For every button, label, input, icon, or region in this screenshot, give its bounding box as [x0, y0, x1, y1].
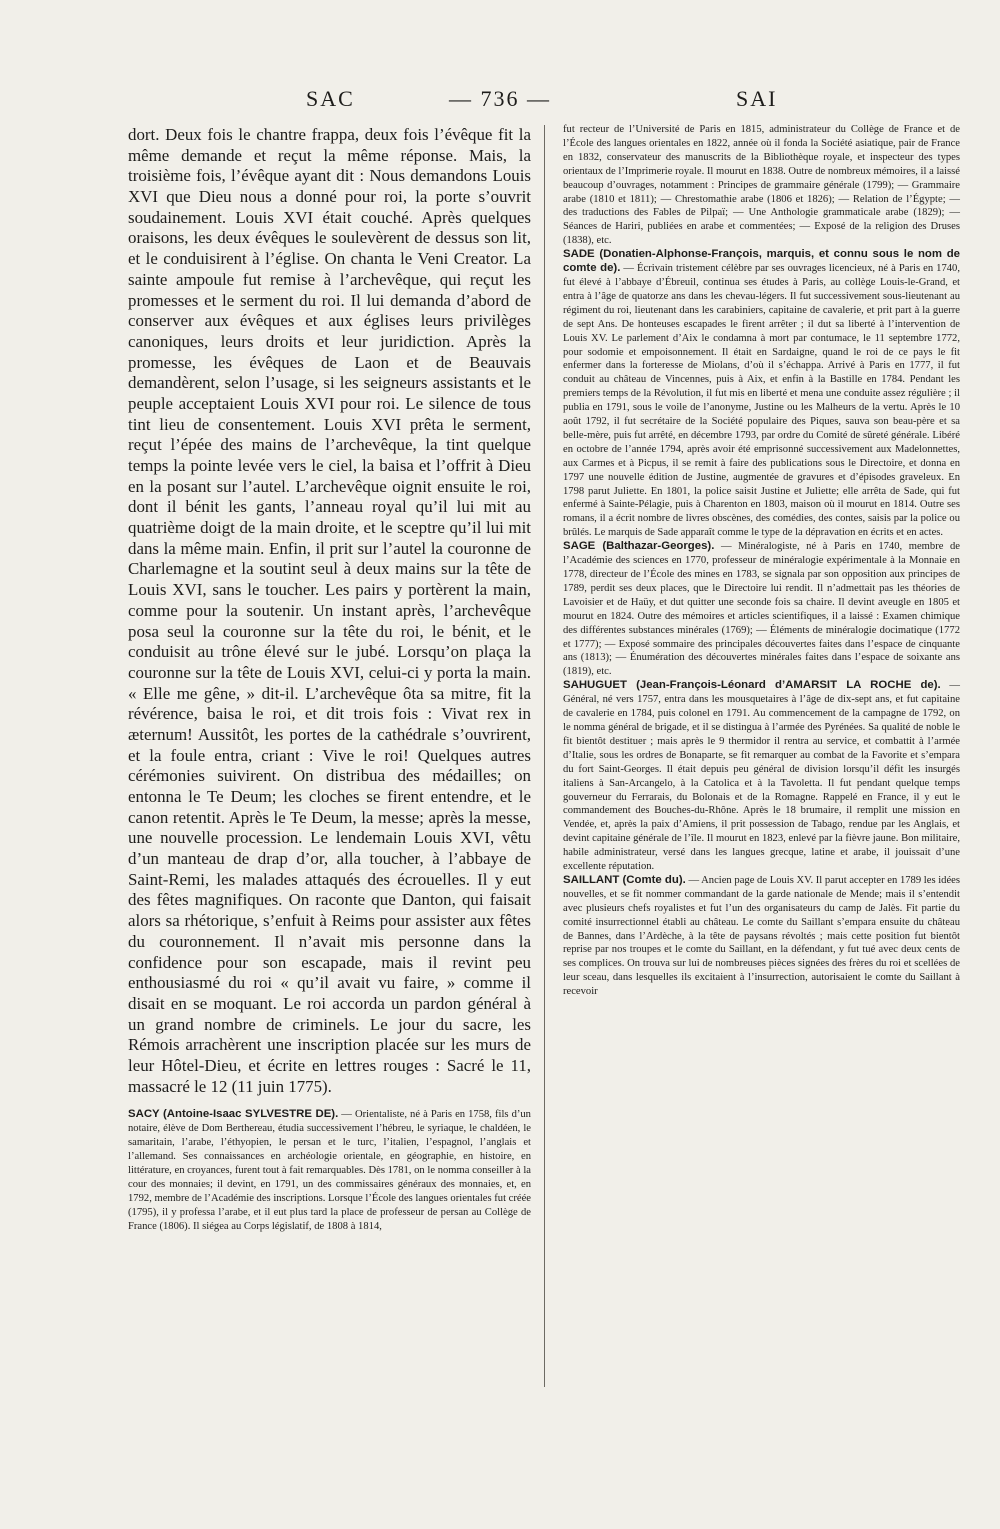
coronation-text	[128, 125, 531, 1097]
right-column	[563, 123, 960, 999]
entry-heading: SAILLANT (Comte du).	[563, 873, 686, 886]
entry-text: — Ancien page de Louis XV. Il parut accepter en 1789 les idées nouvelles, et se fit nommer commandant de la garde nationale de Mende; mais il s’entendit avec plusieurs chefs royalistes et fut l’un des organisateurs du camp de Jalès. Fit partie du comité insurrectionnel établi au château. Le comte du Saillant s’empara ensuite du château de Bannes, dans l’Ardèche, à la tête de paysans révoltés ; mais cette position fut bientôt reprise par nos troupes et le comte du Saillant, en la défendant, y fut tué avec deux cents de ses complices. On trouva sur lui de nombreuses pièces signées des frères du roi et scellées de leur sceau, dans lesquelles ils excitaient à l’insurrection, autorisaient le comte du Saillant à recevoir	[563, 874, 961, 998]
page-header	[0, 86, 1000, 116]
entry-heading: SAGE (Balthazar-Georges).	[563, 540, 715, 553]
header-right-guide-word: SAI	[736, 86, 778, 111]
main-paragraph: dort. Deux fois le chantre frappa, deux fois l’évêque fit la même demande et reçut la même réponse. Mais, la troisième fois, l’évêque ayant dit : Nous demandons Louis XVI que Dieu nous a donné pour roi, la porte s’ouvrit soudainement. Louis XVI était couché. Après quelques oraisons, les deux évêques le soulevèrent de dessus son lit, et le conduisirent à l’église. On chanta le Veni Creator. La sainte ampoule fut remise à l’archevêque, qui reçut les promesses et le serment du roi. Il lui demanda d’abord de conserver aux évêques et aux églises leurs privilèges canoniques, leurs droits et leur juridiction. Après la promesse, les évêques de Laon et de Beauvais demandèrent, selon l’usage, si les seigneurs assistants et le peuple acceptaient Louis XVI pour roi. Le silence de tous tint lieu de consentement. Louis XVI prêta le serment, reçut l’épée des mains de l’archevêque, la tint quelque temps la pointe levée vers le ciel, la baisa et l’offrit à Dieu en la posant sur l’autel. L’archevêque oignit ensuite le roi, dont il bénit les gants, l’anneau royal qu’il lui mit au quatrième doigt de la main droite, et le sceptre qu’il lui mit dans la même main. Enfin, il prit sur l’autel la couronne de Charlemagne et la soutint seul à deux mains sur la tête de Louis XVI, sans le toucher. Les pairs y portèrent la main, comme pour la soutenir. Un instant après, l’archevêque posa seul la couronne sur la tête du roi, le bénit, et le conduisit au trône élevé sur le jubé. Lorsqu’on plaça la couronne sur la tête de Louis XVI, celui-ci y porta la main. « Elle me gêne, » dit-il. L’archevêque ôta sa mitre, fit la révérence, baisa le roi, et dit trois fois : Vivat rex in æternum! Aussitôt, les portes de la cathédrale s’ouvrirent, et la foule entra, criant : Vive le roi! Quelques autres cérémonies suivirent. On distribua des médailles; on entonna le Te Deum; les cloches se firent entendre, et le canon retentit. Après le Te Deum, la messe; après la messe, une nouvelle procession. Le lendemain Louis XVI, vêtu d’un manteau de drap d’or, alla toucher, à l’abbaye de Saint-Remi, les malades attaqués des écrouelles. Il y eut des fêtes magnifiques. On raconte que Danton, qui faisait alors sa rhétorique, s’enfuit à Reims pour assister aux fêtes du couronnement. Il n’avait mis personne dans la confidence pour son escapade, mais il revint peu enthousiasmé du roi « qu’il avait vu faire, » comme il disait en se moquant. Le roi accorda un pardon général à un grand nombre de criminels. Le jour du sacre, les Rémois arrachèrent une inscription placée sur les murs de leur Hôtel-Dieu, et écrite en lettres rouges : Sacré le 11, massacré le 12 (11 juin 1775).	[128, 125, 531, 1096]
entry-saillant	[563, 874, 960, 999]
page-number: — 736 —	[449, 86, 551, 111]
entry-sacy	[128, 1108, 531, 1233]
entry-heading: SADE (Donatien-Alphonse-François, marquis, et connu sous le nom de comte de).	[563, 248, 960, 275]
entry-sage	[563, 540, 960, 679]
left-column	[128, 125, 531, 1233]
entry-sahuguet	[563, 679, 960, 874]
entry-heading: SAHUGUET (Jean-François-Léonard d’AMARSIT LA ROCHE de).	[563, 679, 941, 692]
entry-text: — Orientaliste, né à Paris en 1758, fils d’un notaire, élève de Dom Berthereau, étudia successivement l’hébreu, le syriaque, le chaldéen, le samaritain, l’arabe, l’éthyopien, le persan et le turc, l’italien, l’espagnol, l’anglais et l’allemand. Ses connaissances en archéologie orientale, en géographie, en histoire, en littérature, en croyances, furent tout à fait remarquables. Dès 1781, on le nomma conseiller à la cour des monnaies; il devint, en 1791, un des commissaires généraux des monnaies, et, en 1792, membre de l’Académie des inscriptions. Lorsque l’École des langues orientales fut créée (1795), il y professa l’arabe, et il eut plus tard la place de professeur de persan au Collège de France (1806). Il siégea au Corps législatif, de 1808 à 1814,	[128, 1109, 532, 1232]
header-left-guide-word: SAC	[306, 86, 355, 111]
entry-heading: SACY (Antoine-Isaac SYLVESTRE DE).	[128, 1108, 339, 1121]
entry-text: — Minéralogiste, né à Paris en 1740, membre de l’Académie des sciences en 1770, professeur de minéralogie expérimentale à la Monnaie en 1778, directeur de l’École des mines en 1783, se signala par son opposition aux principes de 1789, perdit ses deux places, que le Directoire lui rendit. Il n’admettait pas les théories de Lavoisier et de Haüy, et dut quitter une seconde fois sa chaire. Il devint aveugle en 1805 et mourut en 1824. Outre des mémoires et articles scientifiques, il a laissé : Examen chimique des différentes substances minérales (1769); — Éléments de minéralogie docimatique (1772 et 1777); — Exposé sommaire des principales découvertes faites dans l’espace de cinquante ans (1813); — Énumération des découvertes minérales faites dans l’espace de soixante ans (1819), etc.	[563, 541, 960, 678]
entry-text: — Écrivain tristement célèbre par ses ouvrages licencieux, né à Paris en 1740, fut élevé à l’abbaye d’Ébreuil, continua ses études à Paris, au collège Louis-le-Grand, et entra à l’âge de quatorze ans dans les chevau-légers. Il fut successivement sous-lieutenant au régiment du roi, lieutenant dans les carabiniers, capitaine de cavalerie, et prit part à la guerre de sept Ans. De honteuses escapades le firent arrêter ; il dut sa liberté à l’intervention de Louis XV. Le parlement d’Aix le condamna à mort par contumace, le 11 septembre 1772, pour sodomie et empoisonnement. Il était en Sardaigne, quand le roi de ce pays le fit enfermer dans la forteresse de Miolans, d’où il s’échappa. Arrivé à Paris en 1777, il fut conduit au château de Vincennes, puis à Aix, et enfin à la Bastille en 1784. Pendant les premiers temps de la Révolution, il fut mis en liberté et mena une conduite assez régulière ; il publia en 1791, sous le voile de l’anonyme, Justine ou les Malheurs de la vertu. Après le 10 août 1792, il fut secrétaire de la Société populaire des Piques, sauva son beau-père et sa belle-mère, puis fut arrêté, en décembre 1793, par ordre du Comité de sûreté générale. Libéré en octobre de l’année 1794, après avoir été emprisonné successivement aux Madelonnettes, aux Carmes et à Picpus, il se remit à faire des publications sous le Directoire, et donna en 1797 une nouvelle édition de Justine, augmentée de gravures et d’épisodes graveleux. En 1798 parut Juliette. En 1801, la police saisit Justine et Juliette; elle arrêta de Sade, qui fut enfermé à Sainte-Pélagie, puis à Charenton en 1803, maison où il mourut en 1814. Outre ses romans, il a écrit nombre de livres obscènes, des comédies, des contes, saisis par la police ou brûlés. Le marquis de Sade apparaît comme le type de la dépravation en écrits et en actes.	[563, 263, 961, 539]
entry-text: — Général, né vers 1757, entra dans les mousquetaires à l’âge de dix-sept ans, et fut capitaine de cavalerie en 1784, puis colonel en 1791. Au commencement de la campagne de 1792, on le nomma général de brigade, et il se distingua à l’armée des Pyrénées. Sa qualité de noble le fit bientôt destituer ; mais après le 9 thermidor il rentra au service, et combattit à l’armée d’Italie, sous les ordres de Bonaparte, se fit remarquer au combat de la Favorite et s’empara du fort Saint-Georges. Il était depuis peu général de division lorsqu’il défit les insurgés italiens à San-Arcangelo, à la Catolica et à la Tavoletta. Il fut pendant quelque temps gouverneur du Ferrarais, du Bolonais et de la Romagne. Rappelé en France, il y eut le commandement des Bouches-du-Rhône. Après le 18 brumaire, il remplit une mission en Vendée, et, après la paix d’Amiens, il prit possession de Tabago, rendue par les Anglais, et devint capitaine générale de l’île. Il mourut en 1823, enlevé par la fièvre jaune. Bon militaire, habile administrateur, versé dans les langues grecque, latine et arabe, il jouissait d’une excellente réputation.	[563, 680, 960, 873]
entry-text: fut recteur de l’Université de Paris en 1815, administrateur du Collège de France et de l’École des langues orientales en 1822, année où il fonda la Société asiatique, pair de France en 1832, conservateur des manuscrits de la Bibliothèque royale, et inspecteur des types orientaux de l’Imprimerie royale. Il mourut en 1838. Outre de nombreux mémoires, il a laissé beaucoup d’ouvrages, notamment : Principes de grammaire générale (1799); — Grammaire arabe (1810 et 1811); — Chrestomathie arabe (1806 et 1826); — Relation de l’Égypte; — des traductions des Fables de Pilpaï; — Une Anthologie grammaticale arabe (1829); — Séances de Hariri, publiées en arabe et commentées; — Exposé de la religion des Druses (1838), etc.	[563, 124, 960, 247]
column-divider	[544, 125, 545, 1387]
entry-sacy-continued	[563, 123, 960, 248]
entry-sade	[563, 248, 960, 540]
